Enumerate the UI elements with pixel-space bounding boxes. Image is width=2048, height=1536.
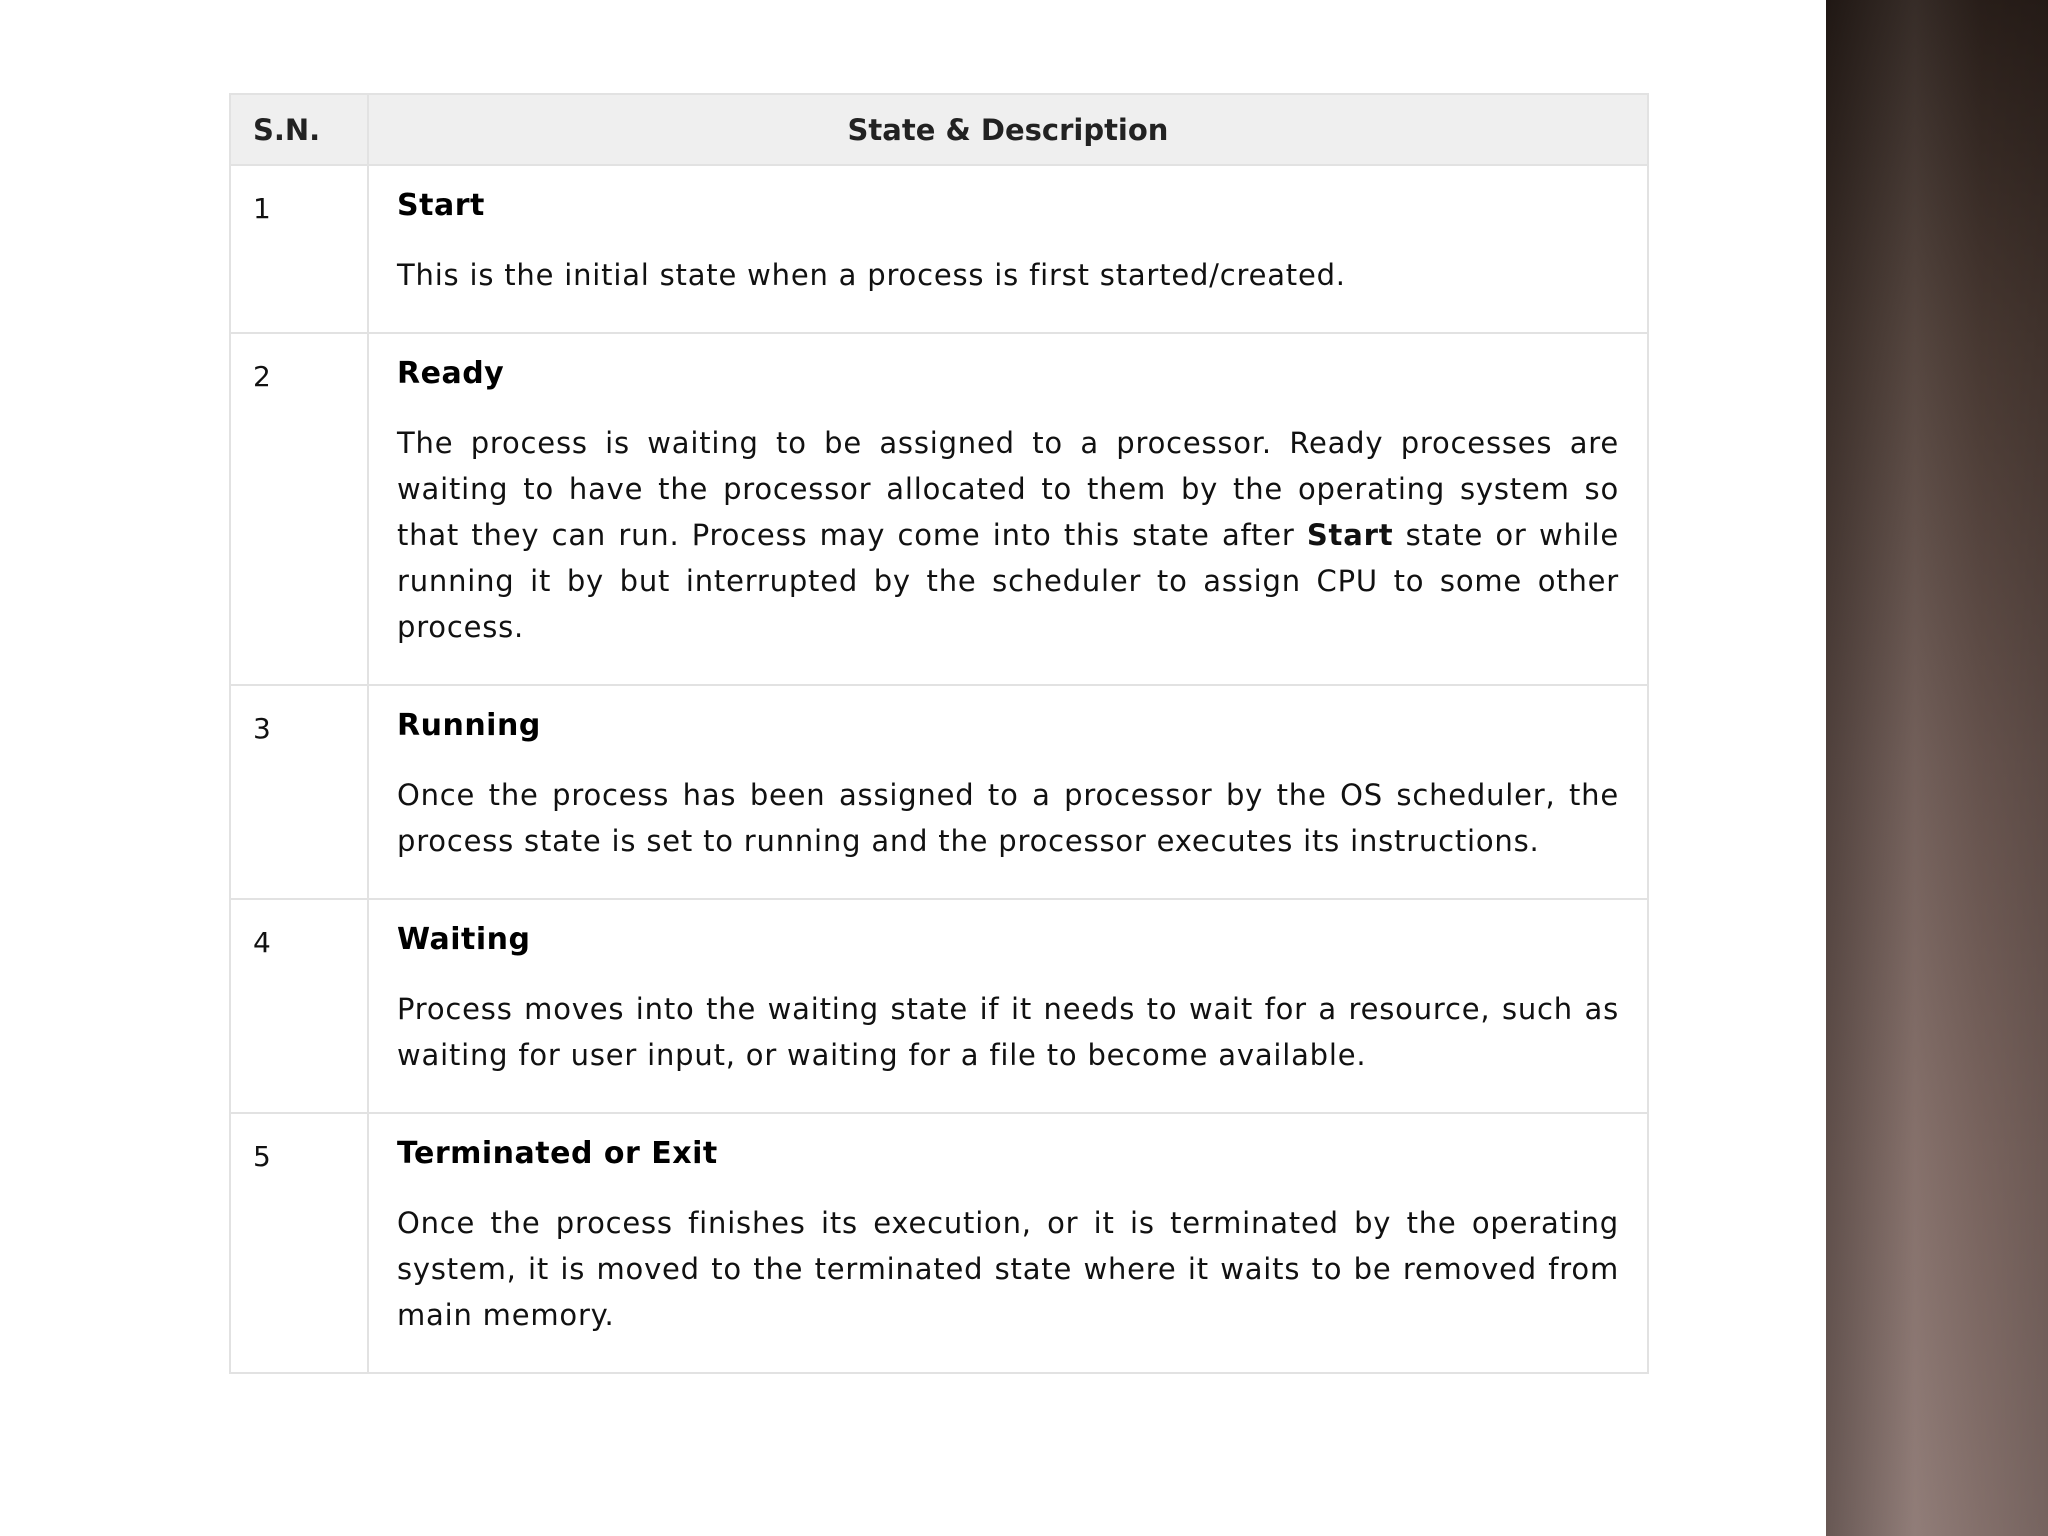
row-number: 3 — [230, 685, 368, 899]
state-description: The process is waiting to be assigned to a processor. Ready processes are waiting to have the processor allocated to them by the operating system so that they can run. Process may come into this state after Start state or while running it by but interrupted by the scheduler to assign CPU to some other process. — [397, 426, 1619, 644]
bold-start-term: Start — [1306, 518, 1394, 552]
column-header-sn: S.N. — [230, 94, 368, 165]
decorative-side-strip — [1826, 0, 2048, 1536]
row-number: 5 — [230, 1113, 368, 1373]
table-row — [230, 165, 1648, 333]
state-name: Ready — [397, 356, 505, 391]
state-description: Process moves into the waiting state if it needs to wait for a resource, such as waiting for user input, or waiting for a file to become available. — [397, 992, 1619, 1072]
row-number: 4 — [230, 899, 368, 1113]
table-row — [230, 333, 1648, 685]
row-description-cell — [368, 333, 1648, 685]
row-description-cell — [368, 685, 1648, 899]
state-name: Start — [397, 188, 485, 223]
row-number: 2 — [230, 333, 368, 685]
table-row — [230, 899, 1648, 1113]
table-row — [230, 1113, 1648, 1373]
row-description-cell — [368, 1113, 1648, 1373]
state-name: Waiting — [397, 922, 531, 957]
state-name: Terminated or Exit — [397, 1136, 718, 1171]
row-description-cell — [368, 899, 1648, 1113]
column-header-state-description: State & Description — [368, 94, 1648, 165]
state-description: This is the initial state when a process is first started/created. — [397, 258, 1346, 292]
row-description-cell — [368, 165, 1648, 333]
table-header-row — [230, 94, 1648, 165]
state-description: Once the process has been assigned to a processor by the OS scheduler, the process state is set to running and the processor executes its instructions. — [397, 778, 1619, 858]
state-description: Once the process finishes its execution, or it is terminated by the operating system, it is moved to the terminated state where it waits to be removed from main memory. — [397, 1206, 1619, 1332]
state-name: Running — [397, 708, 541, 743]
table-row — [230, 685, 1648, 899]
row-number: 1 — [230, 165, 368, 333]
process-states-table — [229, 93, 1649, 1374]
